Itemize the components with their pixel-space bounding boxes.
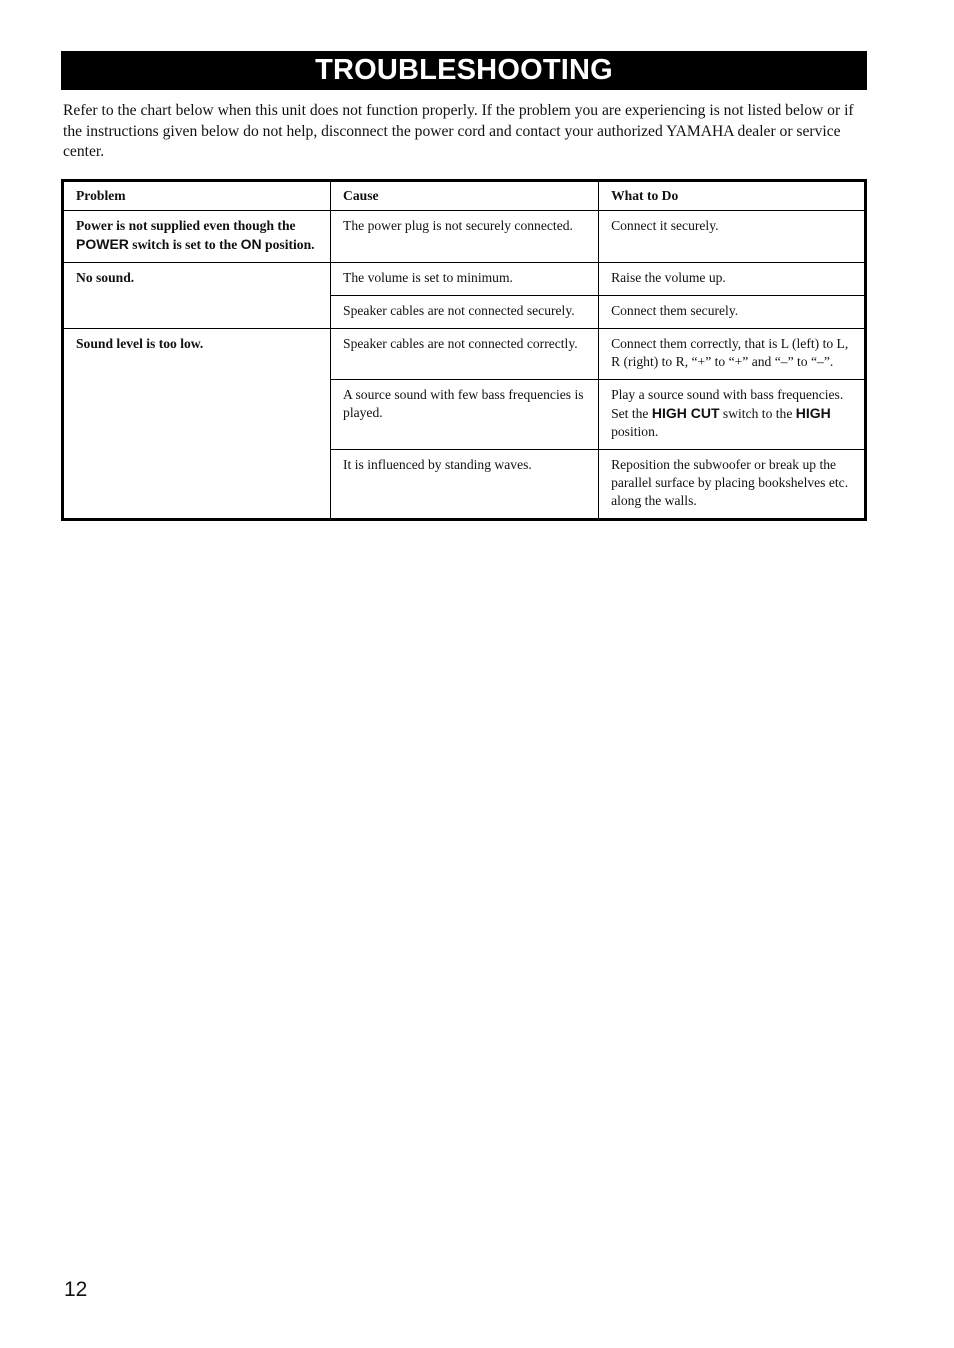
cause-cell: Speaker cables are not connected securely. [331, 296, 599, 329]
action-text: position. [611, 424, 659, 439]
table-header-row [63, 181, 866, 211]
intro-paragraph: Refer to the chart below when this unit does not function properly. If the problem you are experiencing is not listed below or if the instructions given below do not help, disconnect the power cord and contact your authorized YAMAHA dealer or service center. [63, 102, 854, 160]
problem-cell: Sound level is too low. [63, 329, 331, 520]
power-switch-label: POWER [76, 236, 129, 252]
action-cell: Connect them securely. [599, 296, 866, 329]
cause-cell: The volume is set to minimum. [331, 263, 599, 296]
page-number: 12 [64, 1278, 88, 1301]
header-problem: Problem [63, 181, 331, 211]
page-title: TROUBLESHOOTING [315, 54, 613, 86]
action-text: Play a source sound with bass frequencies. [611, 387, 844, 402]
header-what-to-do: What to Do [599, 181, 866, 211]
cause-cell: It is influenced by standing waves. [331, 450, 599, 520]
table-row [63, 263, 866, 296]
cause-cell: The power plug is not securely connected. [331, 211, 599, 263]
title-banner [61, 51, 867, 90]
high-position-label: HIGH [795, 405, 831, 421]
action-cell: Reposition the subwoofer or break up the parallel surface by placing bookshelves etc. along the walls. [599, 450, 866, 520]
high-cut-switch-label: HIGH CUT [651, 405, 720, 421]
action-cell: Connect them correctly, that is L (left) to L, R (right) to R, “+” to “+” and “–” to “–”. [599, 329, 866, 380]
table-row [63, 329, 866, 380]
action-text: Set the [611, 406, 652, 421]
on-position-label: ON [240, 236, 262, 252]
problem-text: Power is not supplied even though the [76, 218, 296, 233]
action-cell: Raise the volume up. [599, 263, 866, 296]
action-text: switch to the [719, 406, 796, 421]
action-cell: Connect it securely. [599, 211, 866, 263]
problem-text: position. [261, 237, 315, 252]
problem-cell [63, 211, 331, 263]
header-cause: Cause [331, 181, 599, 211]
problem-text: switch is set to the [128, 237, 241, 252]
action-cell [599, 380, 866, 450]
cause-cell: Speaker cables are not connected correctly. [331, 329, 599, 380]
cause-cell: A source sound with few bass frequencies is played. [331, 380, 599, 450]
problem-cell: No sound. [63, 263, 331, 329]
table-row [63, 211, 866, 263]
troubleshooting-table [61, 179, 867, 521]
